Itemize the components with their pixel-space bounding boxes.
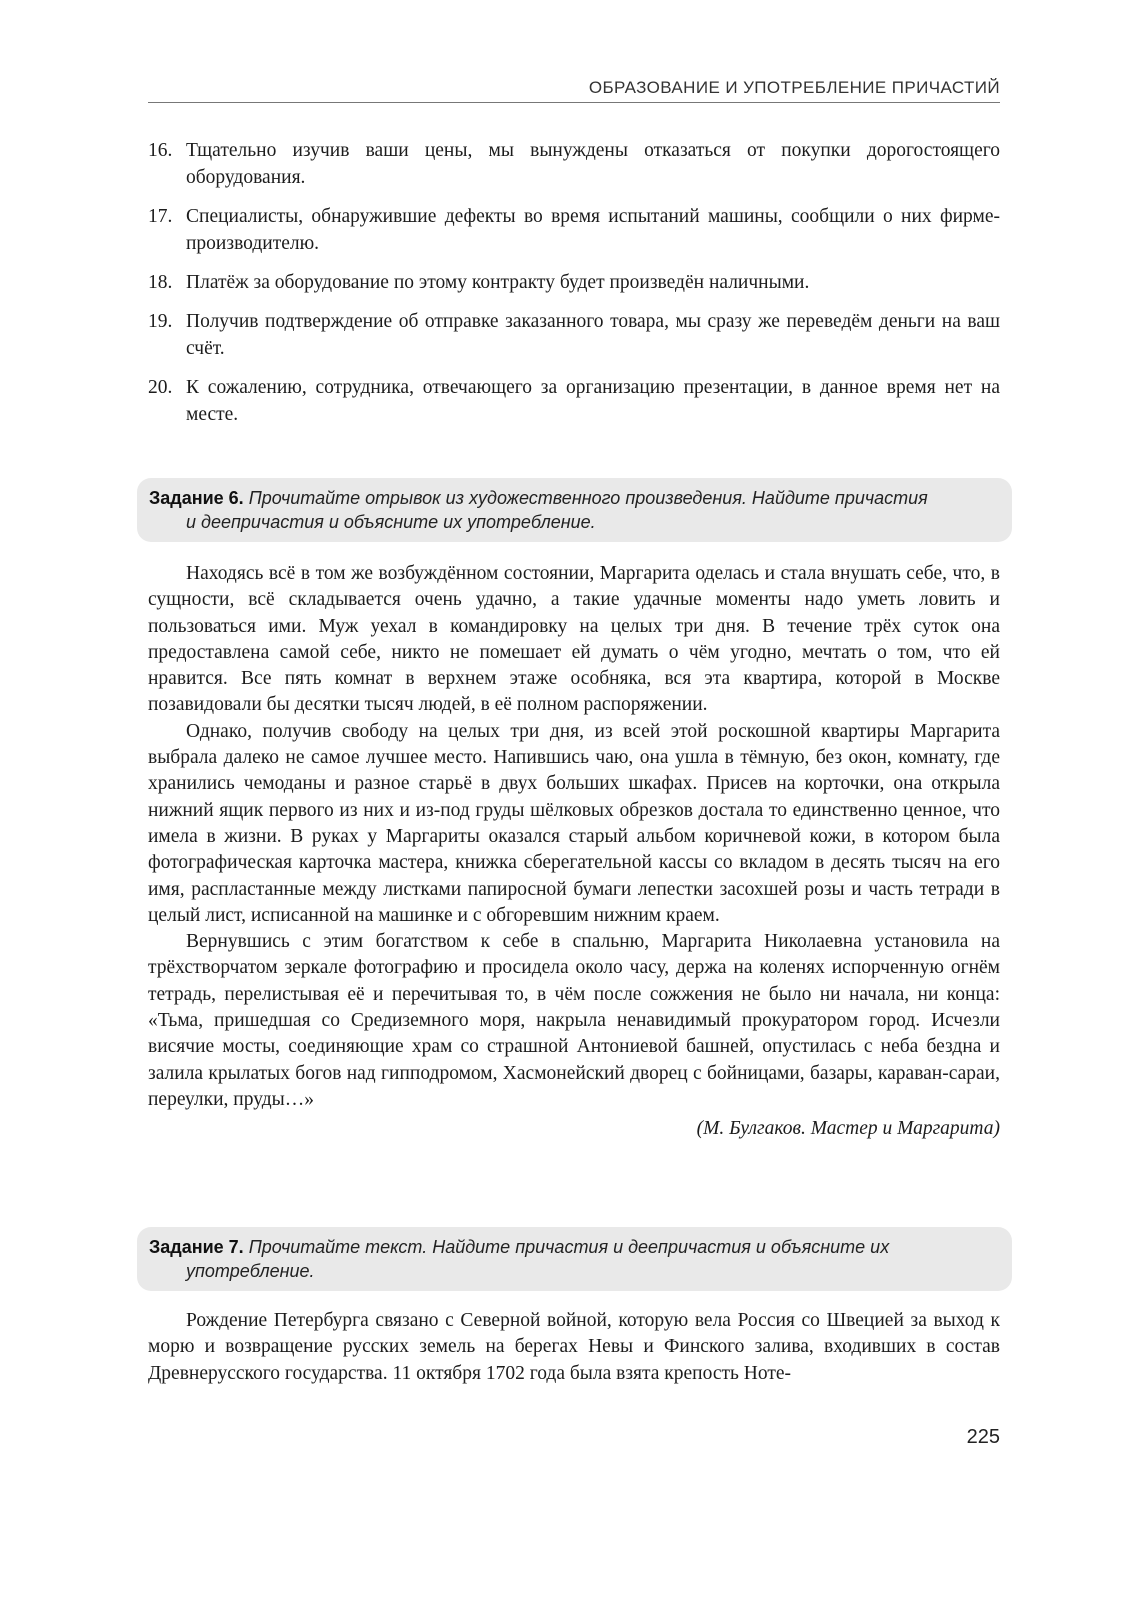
list-item-text: К сожалению, сотрудника, отвечающего за организацию презентации, в данное время нет на месте. [186,377,1000,425]
task-7-text [148,1308,1000,1387]
list-item-text: Тщательно изучив ваши цены, мы вынуждены отказаться от покупки дорогостоящего оборудования. [186,140,1000,188]
excerpt-paragraph: Находясь всё в том же возбуждённом состоянии, Маргарита оделась и стала внушать себе, что, в сущности, всё складывается очень удачно, а такие удачные моменты надо уметь ловить и пользоваться ими. Муж уехал в командировку на целых три дня. В течение трёх суток она предоставлена самой себе, никто не помешает ей думать о чём угодно, мечтать о том, что ей нравится. Все пять комнат в верхнем этаже особняка, вся эта квартира, которой в Москве позавидовали бы десятки тысяч людей, в её полном распоряжении. [148,563,1000,716]
list-item [148,137,1000,191]
task-6-instruction-line-1: Прочитайте отрывок из художественного произведения. Найдите причастия [248,488,928,508]
page-number: 225 [966,1426,1000,1448]
list-item-number: 19. [148,311,173,332]
task-7-box [137,1227,1012,1291]
list-item-text: Платёж за оборудование по этому контракту будет произведён наличными. [186,272,810,293]
task-6-heading [149,486,1000,534]
list-item-text: Получив подтверждение об отправке заказанного товара, мы сразу же переведём деньги на ваш счёт. [186,311,1000,359]
task-6-excerpt [148,561,1000,1143]
task-6-instruction-line-2: и деепричастия и объясните их употребление. [186,512,596,532]
excerpt-paragraph: Вернувшись с этим богатством к себе в спальню, Маргарита Николаевна установила на трёхстворчатом зеркале фотографию и просидела около часу, держа на коленях испорченную огнём тетрадь, перелистывая её и перечитывая то, в чём после сожжения не было ни начала, ни конца: «Тьма, пришедшая со Средиземного моря, накрыла ненавидимый прокуратором город. Исчезли висячие мосты, соединяющие храм со страшной Антониевой башней, опустилась с неба бездна и залила крылатых богов над гипподромом, Хасмонейский дворец с бойницами, базары, караван-сараи, переулки, пруды…» [148,931,1000,1110]
text-paragraph: Рождение Петербурга связано с Северной войной, которую вела Россия со Швецией за выход к морю и возвращение русских земель на берегах Невы и Финского залива, входивших в состав Древнерусского государства. 11 октября 1702 года была взята крепость Ноте- [148,1310,1000,1384]
task-7-instruction-line-1: Прочитайте текст. Найдите причастия и деепричастия и объясните их [248,1237,890,1257]
excerpt-citation: (М. Булгаков. Мастер и Маргарита) [696,1118,1000,1140]
numbered-sentence-list [148,137,1000,440]
list-item-number: 17. [148,206,173,227]
task-6-box [137,478,1012,542]
list-item-number: 18. [148,272,173,293]
list-item-number: 16. [148,140,173,161]
list-item-text: Специалисты, обнаружившие дефекты во время испытаний машины, сообщили о них фирме-производителю. [186,206,1000,254]
list-item [148,203,1000,257]
task-6-label: Задание 6. [149,488,244,508]
task-7-heading [149,1235,1000,1283]
list-item [148,269,1000,296]
running-header [148,74,1000,103]
running-header-title: ОБРАЗОВАНИЕ И УПОТРЕБЛЕНИЕ ПРИЧАСТИЙ [588,78,1000,97]
task-7-label: Задание 7. [149,1237,244,1257]
list-item [148,374,1000,428]
list-item [148,308,1000,362]
task-7-instruction-line-2: употребление. [186,1261,315,1281]
excerpt-paragraph: Однако, получив свободу на целых три дня, из всей этой роскошной квартиры Маргарита выбрала далеко не самое лучшее место. Напившись чаю, она ушла в тёмную, без окон, комнату, где хранились чемоданы и разное старьё в двух больших шкафах. Присев на корточки, она открыла нижний ящик первого из них и из-под груды шёлковых обрезков достала то единственно ценное, что имела в жизни. В руках у Маргариты оказался старый альбом коричневой кожи, в котором была фотографическая карточка мастера, книжка сберегательной кассы со вкладом в десять тысяч на его имя, распластанные между листками папиросной бумаги лепестки засохшей розы и часть тетради в целый лист, исписанной на машинке и с обгоревшим нижним краем. [148,720,1000,926]
list-item-number: 20. [148,377,173,398]
